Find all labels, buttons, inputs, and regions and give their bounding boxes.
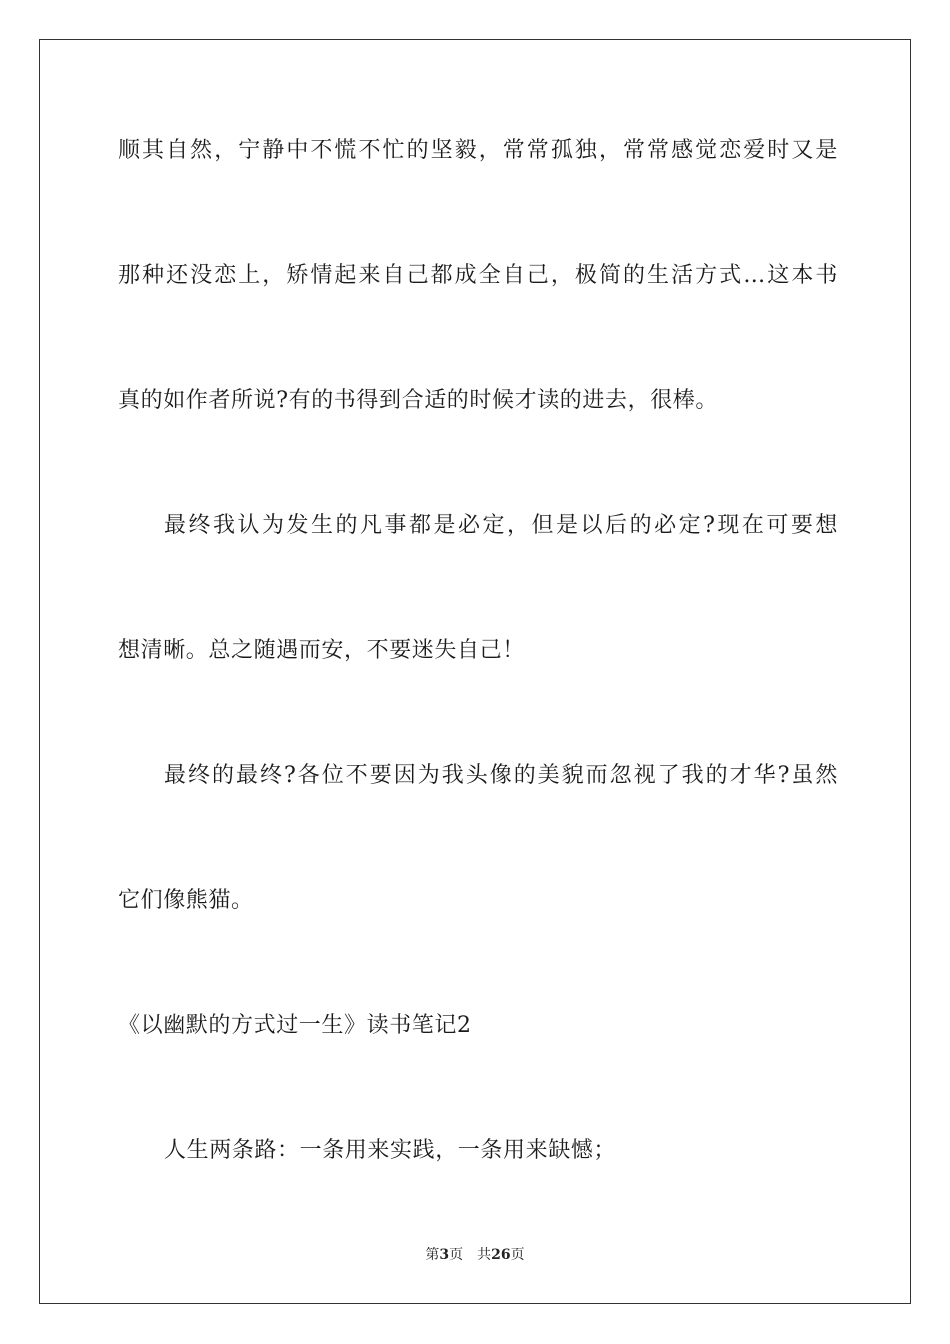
paragraph-line-2: 那种还没恋上，矫情起来自己都成全自己，极简的生活方式…这本书	[118, 263, 838, 288]
footer-page-prefix: 第	[425, 1247, 440, 1263]
footer-total-pages: 26	[491, 1247, 511, 1263]
footer-total-prefix: 共	[477, 1247, 492, 1263]
paragraph-line-4: 最终我认为发生的凡事都是必定，但是以后的必定?现在可要想	[164, 513, 838, 538]
paragraph-line-9: 人生两条路：一条用来实践，一条用来缺憾；	[164, 1138, 617, 1163]
section-heading: 《以幽默的方式过一生》读书笔记2	[118, 1013, 472, 1038]
paragraph-line-7: 它们像熊猫。	[118, 888, 254, 913]
paragraph-line-5: 想清晰。总之随遇而安，不要迷失自己！	[118, 638, 525, 663]
page-border	[39, 39, 911, 1304]
footer-page-number: 3	[439, 1247, 450, 1263]
footer-page-suffix: 页	[449, 1247, 464, 1263]
paragraph-line-3: 真的如作者所说?有的书得到合适的时候才读的进去，很棒。	[118, 388, 718, 413]
footer-total-suffix: 页	[510, 1247, 525, 1263]
paragraph-line-6: 最终的最终?各位不要因为我头像的美貌而忽视了我的才华?虽然	[164, 763, 838, 788]
paragraph-line-1: 顺其自然，宁静中不慌不忙的坚毅，常常孤独，常常感觉恋爱时又是	[118, 138, 838, 163]
page-footer	[0, 1246, 950, 1264]
